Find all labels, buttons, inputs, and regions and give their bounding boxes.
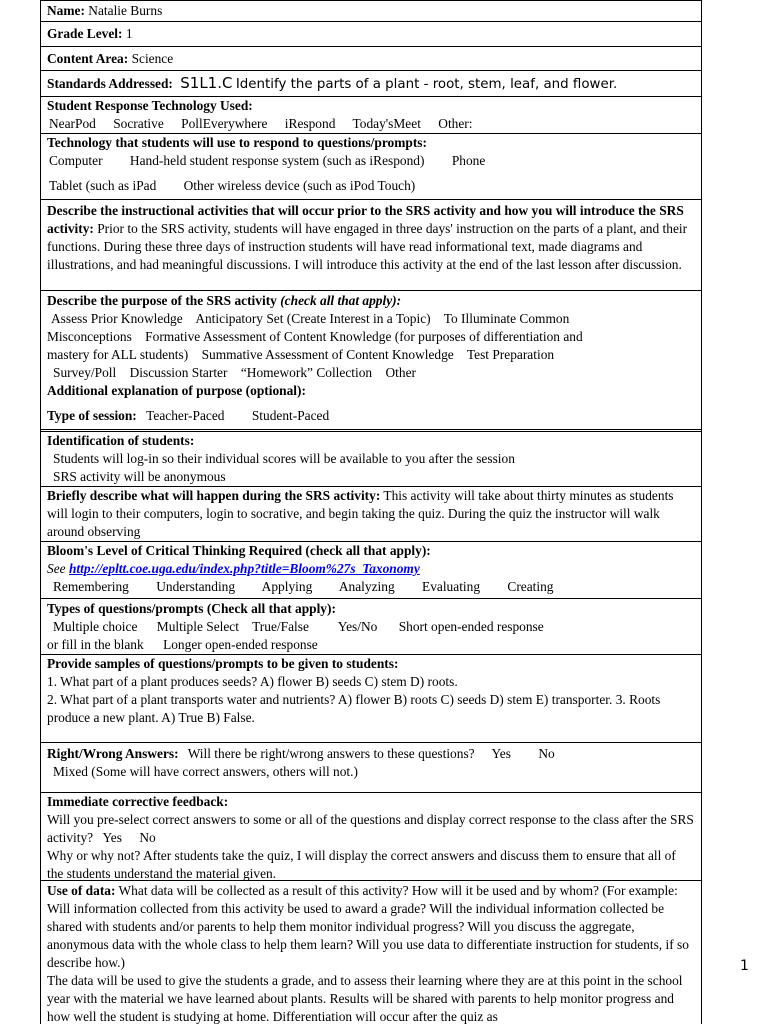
option-handheld[interactable]: Hand-held student response system (such as iRespond) [129, 153, 425, 168]
option-applying[interactable]: Applying [261, 579, 313, 594]
during-text: This activity will take about thirty minutes as students will login to their computers, login to socrative, and begin taking the quiz. During the quiz the instructor will walk around observing [47, 488, 674, 539]
identification-option-login[interactable]: Students will log-in so their individual scores will be available to you after the session [53, 451, 515, 466]
feedback-question: Will you pre-select correct answers to some or all of the questions and display correct response to the class after the SRS activity? [47, 812, 694, 845]
option-multiple-select[interactable]: Multiple Select [156, 619, 239, 634]
option-creating[interactable]: Creating [507, 579, 554, 594]
option-multiple-choice[interactable]: Multiple choice [53, 619, 138, 634]
use-of-data-row [40, 881, 702, 1024]
feedback-row [40, 793, 702, 881]
session-row [40, 402, 702, 432]
grade-label: Grade Level: [47, 26, 123, 41]
option-right-wrong-yes[interactable]: Yes [491, 746, 511, 761]
standards-text: Identify the parts of a plant - root, stem, leaf, and flower. [235, 77, 618, 92]
standards-label: Standards Addressed: [47, 76, 173, 91]
identification-row [40, 432, 702, 487]
bloom-taxonomy-link[interactable]: http://epltt.coe.uga.edu/index.php?title=Bloom%27s_Taxonomy [68, 561, 420, 576]
session-label: Type of session: [47, 408, 137, 423]
bloom-label: Bloom's Level of Critical Thinking Required (check all that apply): [47, 543, 431, 558]
sample-question-2: 2. What part of a plant transports water and nutrients? A) flower B) roots C) seeds D) stem E) transporter. 3. Roots produce a new plant. A) True B) False. [47, 692, 661, 725]
srs-tech-label: Student Response Technology Used: [47, 98, 253, 113]
identification-label: Identification of students: [47, 433, 195, 448]
option-short-open-ended[interactable]: Short open-ended response [398, 619, 544, 634]
use-of-data-label: Use of data: [47, 883, 116, 898]
question-types-line1 [47, 618, 695, 636]
during-row [40, 487, 702, 542]
option-remembering[interactable]: Remembering [53, 579, 129, 594]
bloom-row [40, 542, 702, 599]
option-fill-in-blank[interactable]: or fill in the blank [47, 637, 144, 652]
grade-row [40, 22, 702, 47]
option-nearpod[interactable]: NearPod [49, 116, 96, 131]
option-wireless-device[interactable]: Other wireless device (such as iPod Touch) [183, 178, 416, 193]
tech-devices-row [40, 134, 702, 200]
tech-devices-label: Technology that students will use to respond to questions/prompts: [47, 135, 427, 150]
purpose-label-hint: (check all that apply): [280, 293, 402, 308]
name-value: Natalie Burns [88, 3, 163, 18]
option-teacher-paced[interactable]: Teacher-Paced [146, 408, 225, 423]
option-longer-open-ended[interactable]: Longer open-ended response [163, 637, 318, 652]
feedback-why-label: Why or why not? [47, 848, 141, 863]
purpose-line3[interactable]: mastery for ALL students) Summative Assessment of Content Knowledge Test Preparation [47, 347, 555, 362]
right-wrong-question: Will there be right/wrong answers to these questions? [187, 746, 475, 761]
purpose-line4[interactable]: Survey/Poll Discussion Starter “Homework” Collection Other [53, 365, 416, 380]
srs-tech-row [40, 97, 702, 134]
tech-devices-line2 [47, 177, 695, 195]
standards-code: S1L1.C [180, 74, 233, 92]
purpose-line2[interactable]: Misconceptions Formative Assessment of Content Knowledge (for purposes of differentiation and [47, 329, 583, 344]
content-area-row [40, 47, 702, 71]
option-other[interactable]: Other: [438, 116, 473, 131]
option-irespond[interactable]: iRespond [284, 116, 336, 131]
tech-devices-line1 [47, 152, 695, 170]
sample-question-1: 1. What part of a plant produces seeds? A) flower B) seeds C) stem D) roots. [47, 674, 458, 689]
option-polleverywhere[interactable]: PollEverywhere [181, 116, 268, 131]
page-number: 1 [740, 958, 749, 974]
srs-tech-options [47, 115, 695, 133]
feedback-label: Immediate corrective feedback: [47, 794, 229, 809]
option-yes-no[interactable]: Yes/No [337, 619, 378, 634]
use-of-data-answer: The data will be used to give the students a grade, and to assess their learning where they are at this point in the school year with the material we have learned about plants. Results will be shared with parents to help monitor progress and how well the student is studying at home. Differentiation will occur after the quiz as [47, 973, 683, 1024]
feedback-why-text: After students take the quiz, I will display the correct answers and discuss them to ensure that all of the students understand the material given. [47, 848, 676, 881]
samples-label: Provide samples of questions/prompts to be given to students: [47, 656, 399, 671]
option-true-false[interactable]: True/False [252, 619, 309, 634]
content-area-label: Content Area: [47, 51, 129, 66]
right-wrong-label: Right/Wrong Answers: [47, 746, 179, 761]
question-types-line2 [47, 636, 695, 654]
purpose-line1[interactable]: Assess Prior Knowledge Anticipatory Set (Create Interest in a Topic) To Illuminate Common [51, 311, 570, 326]
bloom-options [47, 578, 695, 596]
option-analyzing[interactable]: Analyzing [338, 579, 395, 594]
option-feedback-yes[interactable]: Yes [102, 830, 122, 845]
instructional-paragraph [47, 202, 695, 274]
during-label: Briefly describe what will happen during the SRS activity: [47, 488, 381, 503]
option-phone[interactable]: Phone [451, 153, 486, 168]
use-of-data-question: What data will be collected as a result of this activity? How will it be used and by whom? (For example: Will information collected from this activity be used to award a grade? Will the individual information collected be shared with students and/or parents to help them monitor individual progress? Will you discuss the aggregate, anonymous data with the whole class to help them learn? Will you use data to differentiate instruction for students, if so describe how.) [47, 883, 689, 970]
name-row [40, 0, 702, 22]
option-todaysmeet[interactable]: Today'sMeet [352, 116, 421, 131]
content-area-value: Science [131, 51, 174, 66]
option-student-paced[interactable]: Student-Paced [251, 408, 330, 423]
option-evaluating[interactable]: Evaluating [422, 579, 481, 594]
purpose-additional-label: Additional explanation of purpose (optional): [47, 383, 306, 398]
purpose-label: Describe the purpose of the SRS activity [47, 293, 277, 308]
question-types-label: Types of questions/prompts (Check all that apply): [47, 601, 336, 616]
option-right-wrong-no[interactable]: No [538, 746, 555, 761]
instructional-label: Describe the instructional activities that will occur prior to the SRS activity and how you will introduce the SRS activity: [47, 203, 684, 236]
standards-row [40, 71, 702, 97]
question-types-row [40, 599, 702, 655]
option-understanding[interactable]: Understanding [156, 579, 236, 594]
grade-value: 1 [125, 26, 133, 41]
identification-option-anonymous[interactable]: SRS activity will be anonymous [53, 469, 226, 484]
option-computer[interactable]: Computer [49, 153, 103, 168]
option-tablet[interactable]: Tablet (such as iPad [49, 178, 157, 193]
option-socrative[interactable]: Socrative [113, 116, 164, 131]
name-label: Name: [47, 3, 85, 18]
instructional-row [40, 200, 702, 291]
instructional-text: Prior to the SRS activity, students will have engaged in three days' instruction on the parts of a plant, and their functions. During these three days of instruction students will have read informational text, made diagrams and illustrations, and had meaningful discussions. I will introduce this activity at the end of the last lesson after discussion. [47, 221, 688, 272]
option-feedback-no[interactable]: No [139, 830, 156, 845]
option-right-wrong-mixed[interactable]: Mixed (Some will have correct answers, others will not.) [53, 764, 358, 779]
bloom-see: See [47, 561, 66, 576]
right-wrong-row [40, 743, 702, 793]
samples-row [40, 655, 702, 743]
